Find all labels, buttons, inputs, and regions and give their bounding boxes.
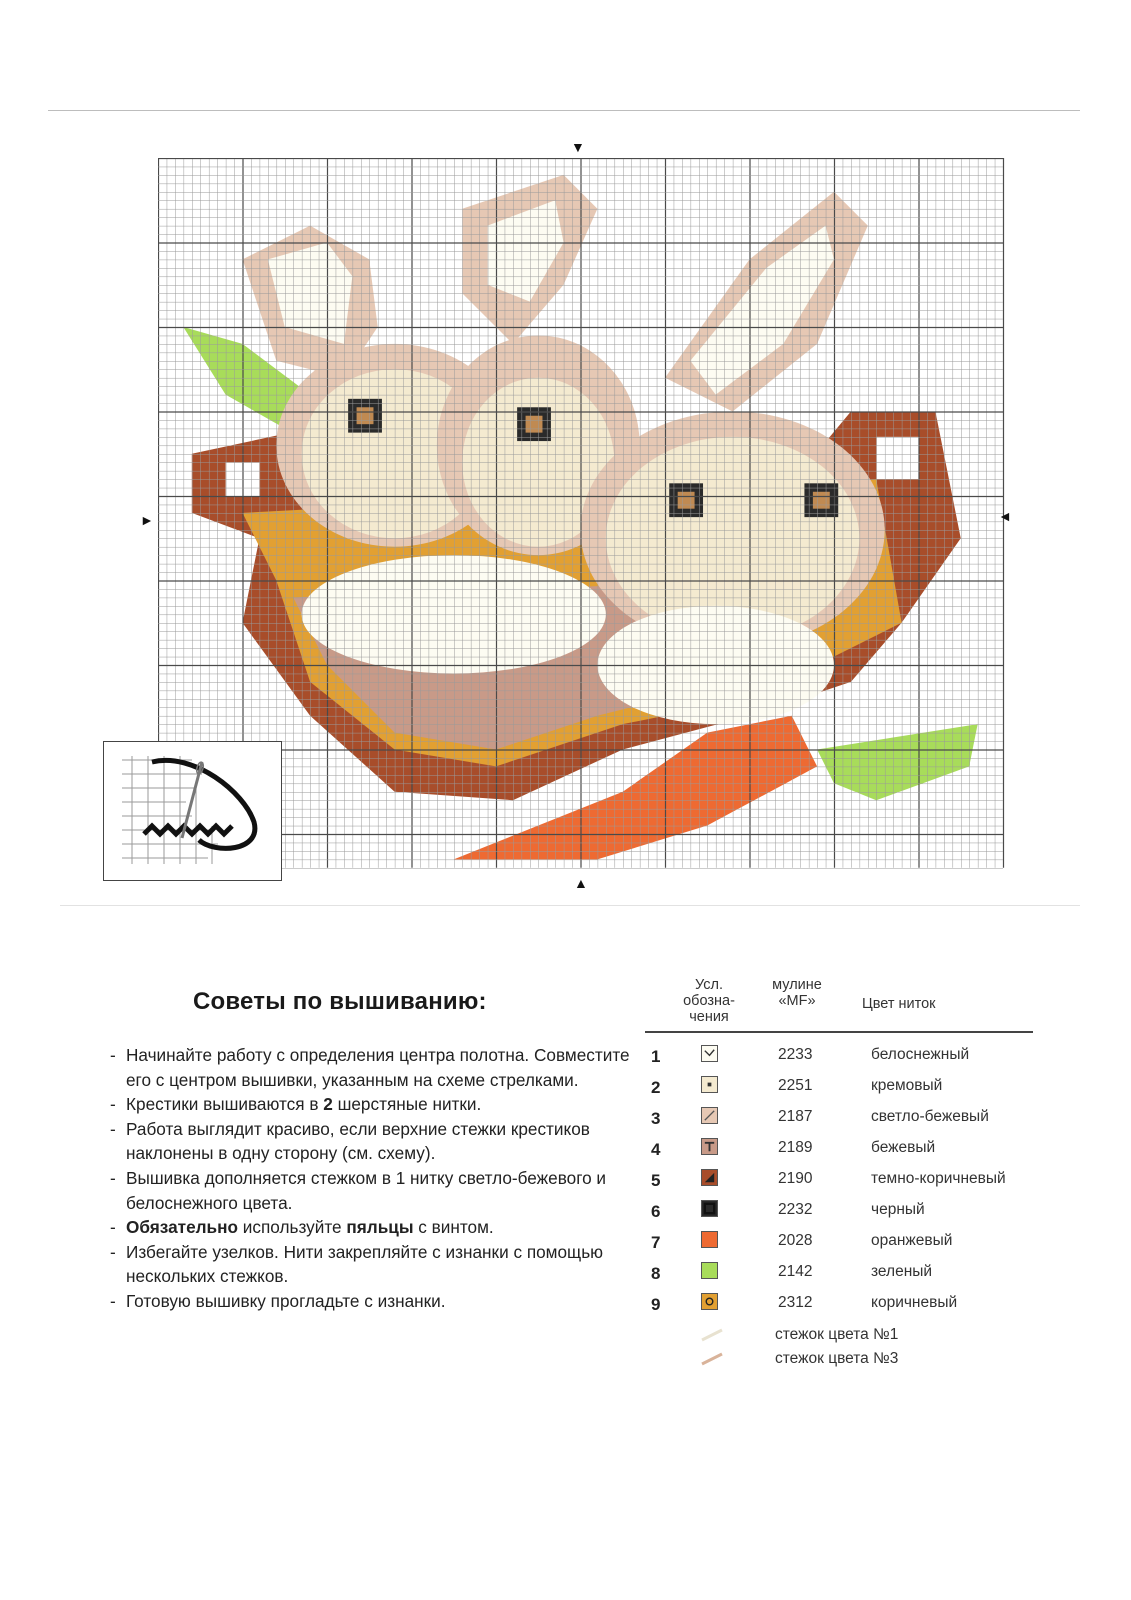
legend-row [645, 1200, 1045, 1224]
legend-floss-code: 2142 [778, 1263, 813, 1280]
backstitch-label-3: стежок цвета №3 [775, 1350, 899, 1367]
legend-floss-code: 2190 [778, 1170, 813, 1187]
square-symbol-icon [701, 1200, 718, 1217]
center-arrow-left: ► [140, 512, 154, 528]
legend-row [645, 1107, 1045, 1131]
legend-header-symbol: Усл. обозна- чения [683, 977, 735, 1025]
solid-symbol-icon [701, 1231, 718, 1248]
legend-color-name: черный [871, 1201, 925, 1218]
tips-title: Советы по вышиванию: [193, 988, 487, 1015]
bunny-paws [302, 555, 606, 673]
top-rule [48, 110, 1080, 111]
tip-text: Вышивка дополняется стежком в 1 нитку светло-бежевого и белоснежного цвета. [126, 1167, 607, 1213]
legend-number: 6 [651, 1202, 661, 1221]
eye-pupil [678, 492, 695, 509]
eye-pupil [357, 407, 374, 424]
legend-header-color: Цвет ниток [862, 996, 936, 1012]
tip-item [110, 1117, 630, 1166]
center-arrow-right: ◄ [998, 508, 1012, 524]
legend-number: 4 [651, 1140, 661, 1159]
legend-color-name: оранжевый [871, 1232, 953, 1249]
legend-row [645, 1045, 1045, 1069]
check-symbol-icon [701, 1045, 718, 1062]
tip-text: Работа выглядит красиво, если верхние стежки крестиков наклонены в одну сторону (см. схему). [126, 1118, 590, 1164]
legend-row [645, 1138, 1045, 1162]
carrot-greens [817, 724, 978, 800]
legend-number: 2 [651, 1078, 661, 1097]
legend-row [645, 1076, 1045, 1100]
legend-color-name: белоснежный [871, 1046, 970, 1063]
legend-divider [645, 1031, 1033, 1033]
tip-text: Крестики вышиваются в [126, 1094, 324, 1115]
legend-number: 5 [651, 1171, 661, 1190]
t-symbol-icon [701, 1138, 718, 1155]
backstitch-line-1 [700, 1328, 724, 1342]
legend-number: 8 [651, 1264, 661, 1283]
tip-text: используйте [238, 1217, 347, 1238]
legend-color-name: коричневый [871, 1294, 958, 1311]
solid-symbol-icon [701, 1262, 718, 1279]
center-arrow-top: ▼ [571, 139, 585, 155]
legend-floss-code: 2233 [778, 1046, 813, 1063]
tip-item [110, 1240, 630, 1289]
triangle-symbol-icon [701, 1169, 718, 1186]
slash-symbol-icon [701, 1107, 718, 1124]
tip-text: 2 [323, 1094, 333, 1115]
tip-item [110, 1289, 630, 1314]
needle-stitch-illustration [104, 742, 281, 880]
legend-floss-code: 2232 [778, 1201, 813, 1218]
tip-item [110, 1043, 630, 1092]
stitch-diagram [103, 741, 282, 881]
backstitch-line-3 [700, 1352, 724, 1366]
tip-text: с винтом. [413, 1217, 494, 1238]
eye-pupil [526, 416, 543, 433]
legend-row [645, 1262, 1045, 1286]
ring-symbol-icon [701, 1293, 718, 1310]
tip-text: шерстяные нитки. [332, 1094, 482, 1115]
legend-color-name: кремовый [871, 1077, 943, 1094]
legend-row [645, 1231, 1045, 1255]
legend-floss-code: 2187 [778, 1108, 813, 1125]
legend-floss-code: 2251 [778, 1077, 813, 1094]
legend-number: 1 [651, 1047, 661, 1066]
tip-text: пяльцы [346, 1217, 414, 1238]
tip-text: Обязательно [126, 1217, 239, 1238]
backstitch-label-1: стежок цвета №1 [775, 1326, 899, 1343]
center-arrow-bottom: ▲ [574, 875, 588, 891]
tip-text: Начинайте работу с определения центра полотна. Совместите его с центром вышивки, указанным на схеме стрелками. [126, 1045, 630, 1090]
legend-color-name: темно-коричневый [871, 1170, 1006, 1187]
tips-list [110, 1043, 630, 1314]
legend-number: 7 [651, 1233, 661, 1252]
bottom-rule [60, 905, 1080, 906]
cross-stitch-chart [158, 158, 1010, 872]
legend-floss-code: 2312 [778, 1294, 813, 1311]
legend-number: 9 [651, 1295, 661, 1314]
legend-color-name: бежевый [871, 1139, 936, 1156]
legend-floss-code: 2028 [778, 1232, 813, 1249]
eye-pupil [813, 492, 830, 509]
chart-grid [158, 158, 1010, 872]
tip-item [110, 1215, 630, 1240]
tip-item [110, 1092, 630, 1117]
tip-item [110, 1166, 630, 1215]
legend-color-name: светло-бежевый [871, 1108, 989, 1125]
legend-row [645, 1293, 1045, 1317]
legend-floss-code: 2189 [778, 1139, 813, 1156]
legend-row [645, 1169, 1045, 1193]
basket-handle-hole [876, 437, 918, 479]
dot-symbol-icon [701, 1076, 718, 1093]
legend-color-name: зеленый [871, 1263, 933, 1280]
legend-number: 3 [651, 1109, 661, 1128]
legend-header-floss: мулине «MF» [772, 977, 822, 1009]
tip-text: Готовую вышивку прогладьте с изнанки. [126, 1290, 446, 1311]
tip-text: Избегайте узелков. Нити закрепляйте с изнанки с помощью нескольких стежков. [126, 1241, 604, 1287]
